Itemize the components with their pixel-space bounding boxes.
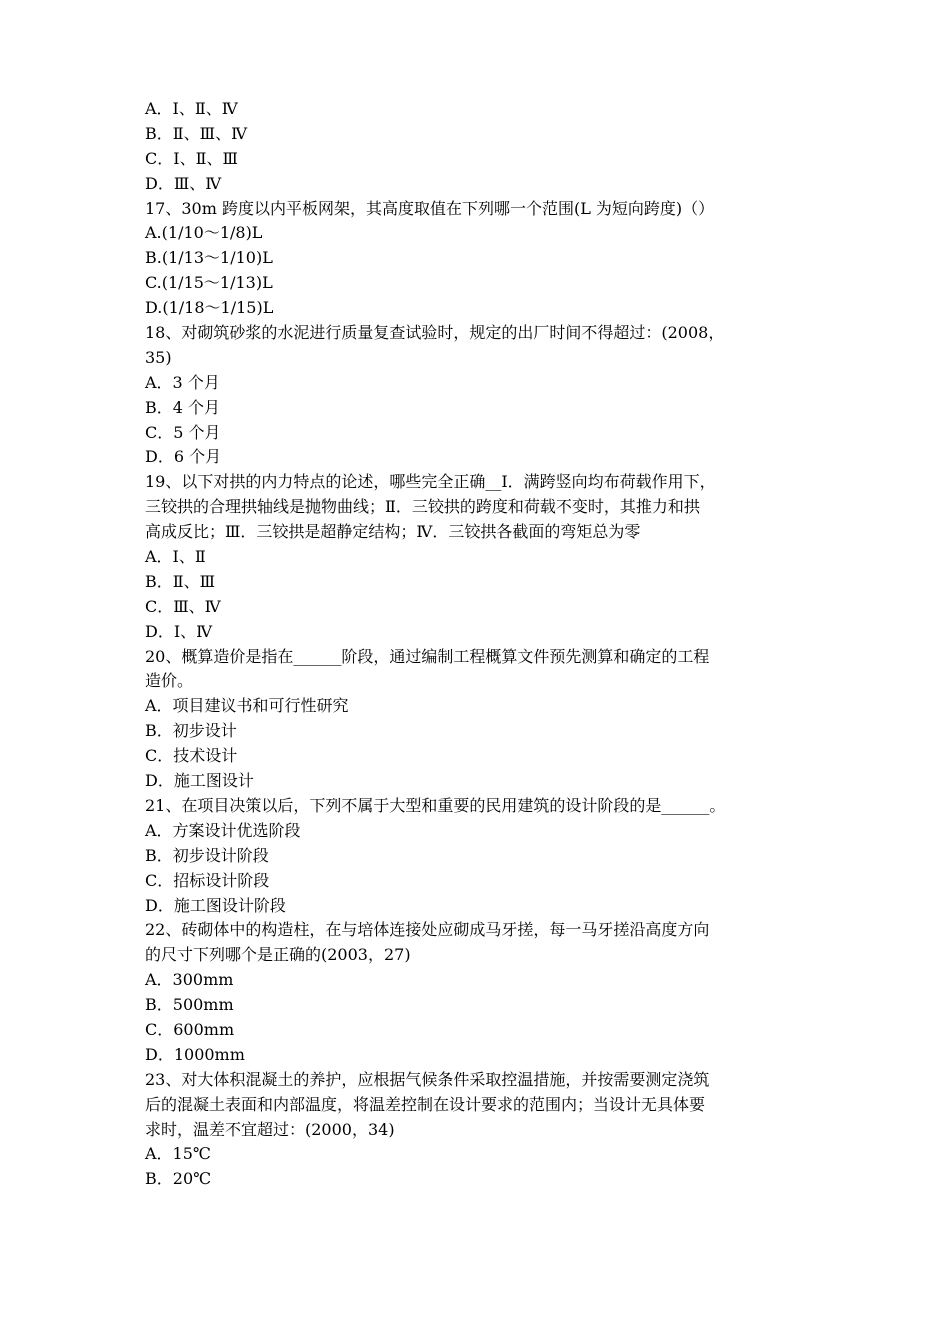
text-line: B．20℃	[145, 1169, 212, 1189]
text-line: C．Ⅲ、Ⅳ	[145, 596, 221, 616]
text-line: D．6 个月	[145, 447, 222, 467]
text-line: A．项目建议书和可行性研究	[145, 696, 349, 716]
question-21: 21、在项目决策以后，下列不属于大型和重要的民用建筑的设计阶段的是______。	[145, 795, 726, 815]
text-line: B．初步设计	[145, 721, 237, 741]
text-line: A．方案设计优选阶段	[145, 820, 301, 840]
text-line: A.(1/10～1/8)L	[145, 223, 263, 243]
text-line: 造价。	[145, 671, 194, 691]
text-line: C．600mm	[145, 1019, 235, 1039]
text-line: D．施工图设计	[145, 771, 254, 791]
text-line: B．初步设计阶段	[145, 845, 269, 865]
document-body	[145, 97, 810, 1192]
text-line: D．1000mm	[145, 1044, 245, 1064]
text-line: A．Ⅰ、Ⅱ、Ⅳ	[145, 99, 238, 118]
text-line: 求时，温差不宜超过：(2000，34)	[145, 1119, 395, 1139]
text-line: C．5 个月	[145, 422, 221, 442]
question-22: 22、砖砌体中的构造柱，在与培体连接处应砌成马牙搓，每一马牙搓沿高度方向	[145, 920, 710, 940]
text-line: B．500mm	[145, 995, 234, 1015]
text-line: D.(1/18～1/15)L	[145, 298, 274, 318]
text-line: D．Ⅲ、Ⅳ	[145, 173, 222, 193]
text-line: C．招标设计阶段	[145, 870, 270, 890]
question-19: 19、以下对拱的内力特点的论述，哪些完全正确__Ⅰ．满跨竖向均布荷载作用下，	[145, 472, 716, 492]
text-line: 高成反比；Ⅲ．三铰拱是超静定结构；Ⅳ．三铰拱各截面的弯矩总为零	[145, 522, 641, 542]
text-line: D．Ⅰ、Ⅳ	[145, 621, 213, 641]
text-line: D．施工图设计阶段	[145, 895, 286, 915]
text-line: 后的混凝土表面和内部温度，将温差控制在设计要求的范围内；当设计无具体要	[145, 1094, 706, 1114]
text-line: A．Ⅰ、Ⅱ	[145, 547, 206, 567]
text-line: B．4 个月	[145, 397, 221, 417]
text-line: 三铰拱的合理拱轴线是抛物曲线；Ⅱ．三铰拱的跨度和荷载不变时，其推力和拱	[145, 497, 700, 517]
question-18: 18、对砌筑砂浆的水泥进行质量复查试验时，规定的出厂时间不得超过：(2008，	[145, 323, 725, 343]
text-line: C．Ⅰ、Ⅱ、Ⅲ	[145, 148, 238, 168]
question-23: 23、对大体积混凝土的养护，应根据气候条件采取控温措施，并按需要测定浇筑	[145, 1069, 710, 1089]
text-line: C．技术设计	[145, 746, 238, 766]
text-line: B.(1/13～1/10)L	[145, 248, 273, 268]
question-17: 17、30m 跨度以内平板网架，其高度取值在下列哪一个范围(L 为短向跨度)（）	[145, 198, 715, 218]
text-line: A．300mm	[145, 970, 234, 990]
text-line: 35)	[145, 347, 172, 367]
text-line: C.(1/15～1/13)L	[145, 273, 273, 293]
text-line: 的尺寸下列哪个是正确的(2003，27)	[145, 945, 411, 965]
text-line: B．Ⅱ、Ⅲ、Ⅳ	[145, 123, 248, 143]
question-20: 20、概算造价是指在______阶段，通过编制工程概算文件预先测算和确定的工程	[145, 646, 710, 666]
text-line: B．Ⅱ、Ⅲ	[145, 571, 216, 591]
text-line: A．3 个月	[145, 372, 220, 392]
text-line: A．15℃	[145, 1144, 211, 1164]
